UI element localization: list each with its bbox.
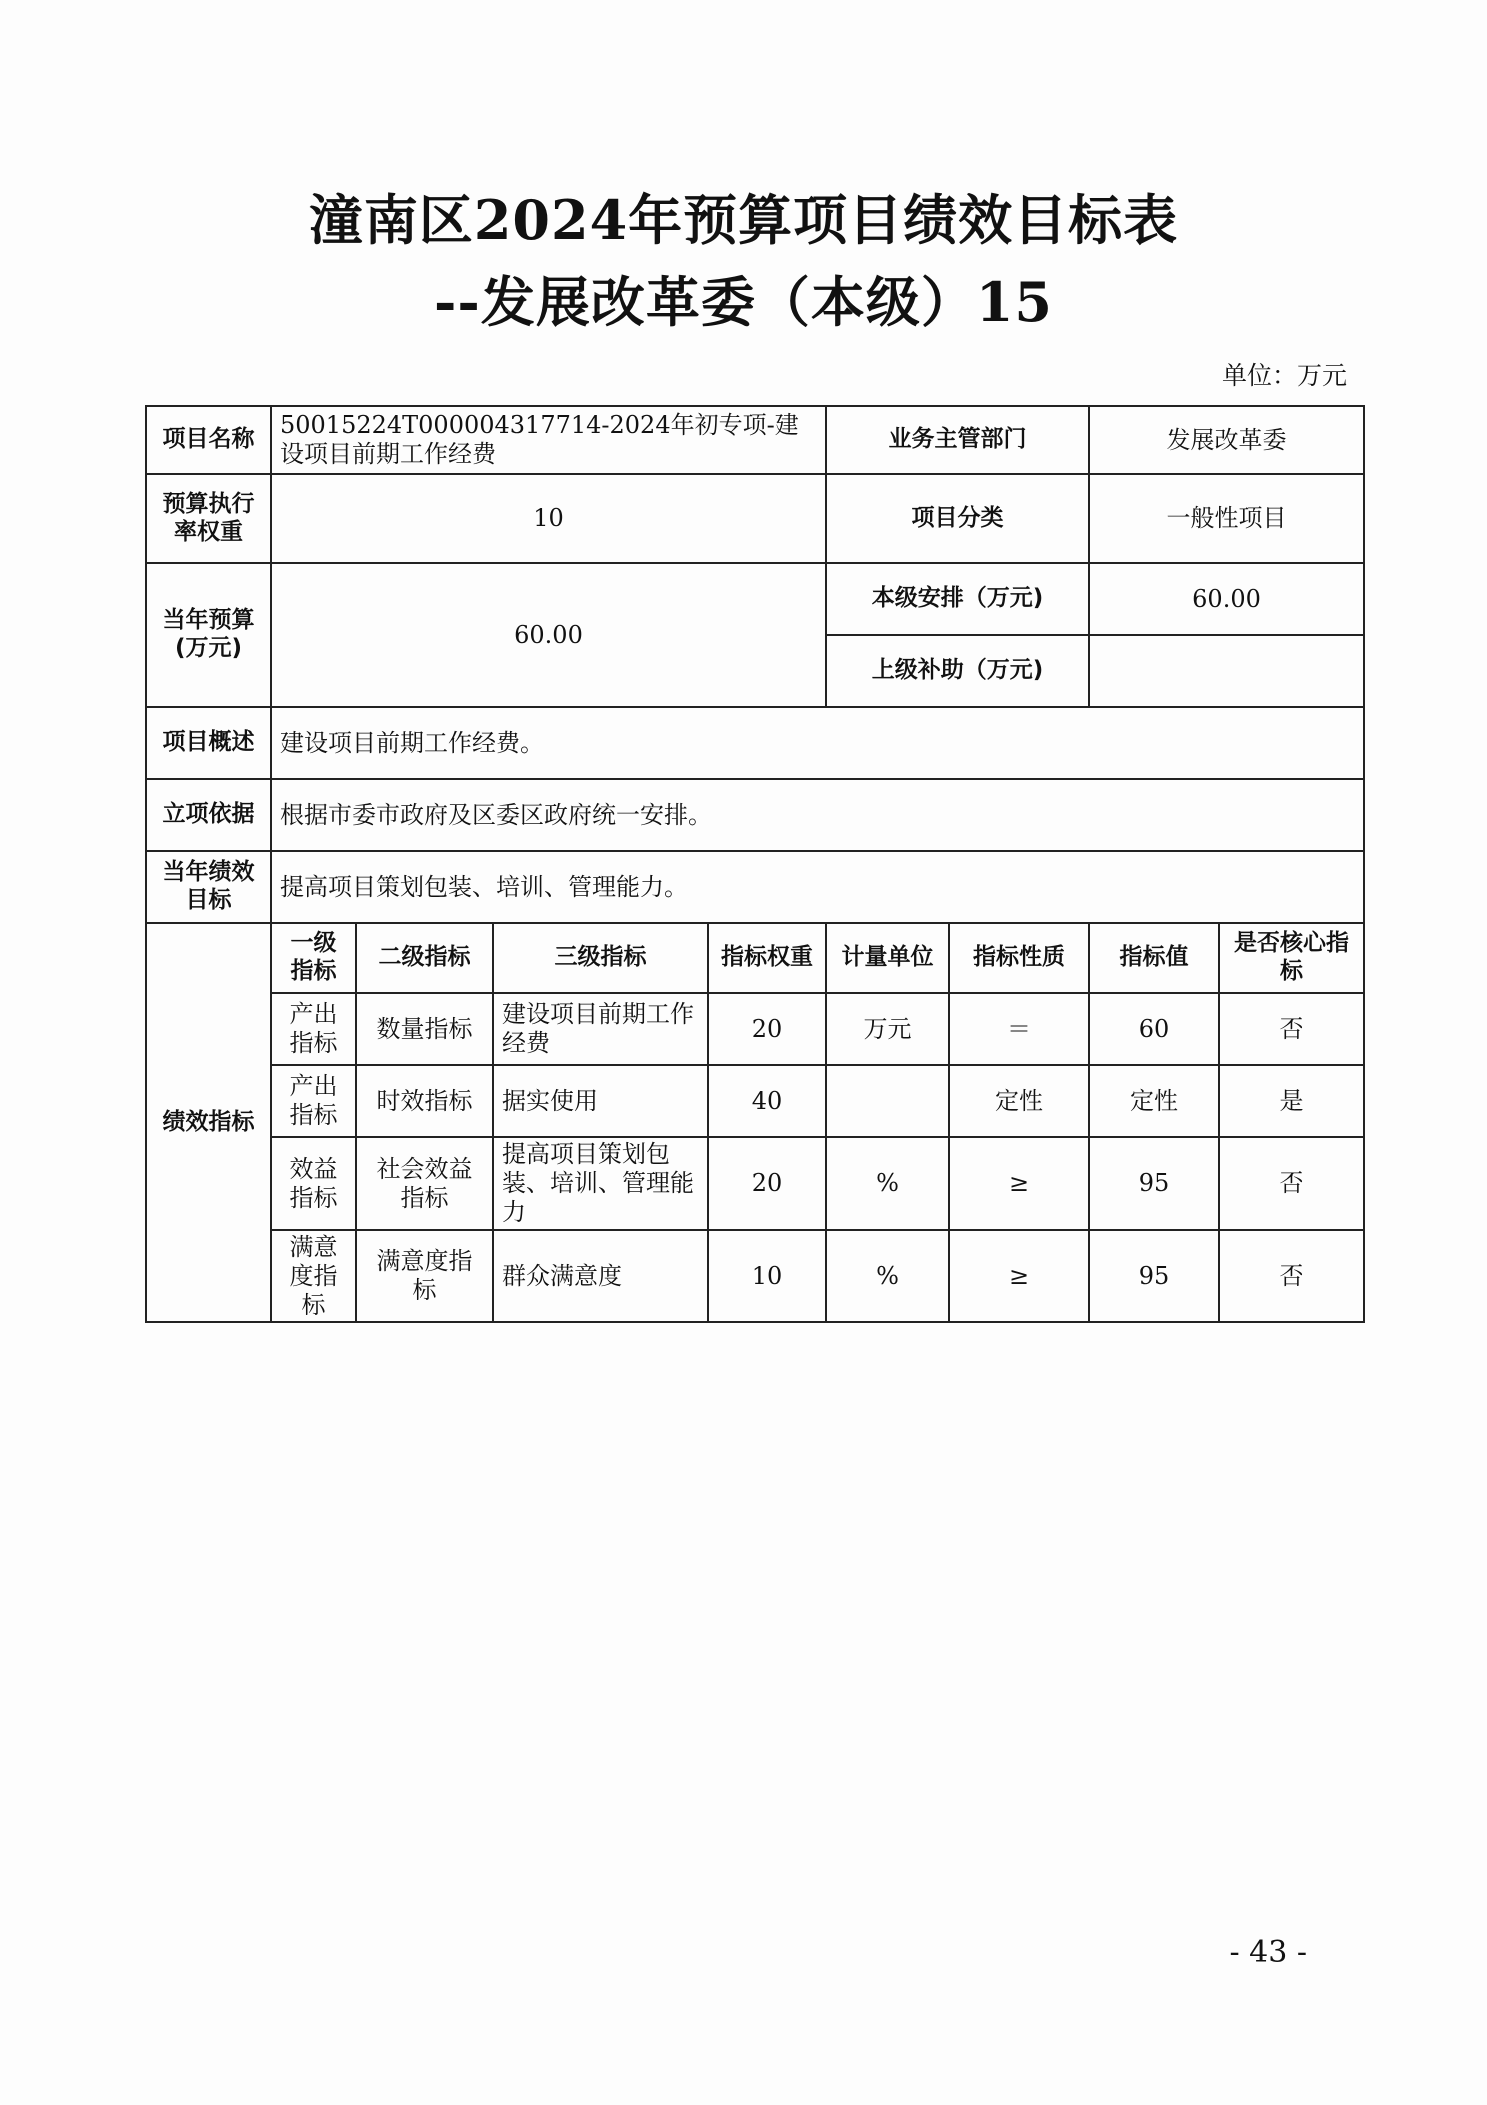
cell-l2: 社会效益指标 bbox=[356, 1137, 493, 1230]
header-cell: 二级指标 bbox=[356, 923, 493, 993]
cell-l3: 据实使用 bbox=[493, 1065, 708, 1137]
perf-label: 绩效指标 bbox=[146, 923, 271, 1322]
table-row bbox=[146, 1230, 1364, 1322]
cell-l3: 提高项目策划包装、培训、管理能力 bbox=[493, 1137, 708, 1230]
upper-value bbox=[1089, 635, 1364, 707]
cell-unit: % bbox=[826, 1230, 949, 1322]
cell-l1: 满意度指标 bbox=[271, 1230, 356, 1322]
dept-value: 发展改革委 bbox=[1089, 406, 1364, 474]
cell-nature: ≥ bbox=[949, 1230, 1089, 1322]
category-value: 一般性项目 bbox=[1089, 474, 1364, 563]
cell-value: 95 bbox=[1089, 1230, 1219, 1322]
unit-label: 单位：万元 bbox=[1221, 361, 1347, 390]
cell-value: 95 bbox=[1089, 1137, 1219, 1230]
table-row bbox=[146, 993, 1364, 1065]
header-cell: 是否核心指标 bbox=[1219, 923, 1364, 993]
dept-label: 业务主管部门 bbox=[826, 406, 1089, 474]
cell-l2: 满意度指标 bbox=[356, 1230, 493, 1322]
cell-l3: 群众满意度 bbox=[493, 1230, 708, 1322]
header-cell: 指标值 bbox=[1089, 923, 1219, 993]
goal-label: 当年绩效目标 bbox=[146, 851, 271, 923]
cell-l1: 产出指标 bbox=[271, 1065, 356, 1137]
cell-nature: 定性 bbox=[949, 1065, 1089, 1137]
cell-core: 否 bbox=[1219, 1230, 1364, 1322]
cell-unit: % bbox=[826, 1137, 949, 1230]
cell-weight: 20 bbox=[708, 993, 826, 1065]
page-number: - 43 - bbox=[1229, 1935, 1307, 1970]
weight-label: 预算执行率权重 bbox=[146, 474, 271, 563]
cell-unit bbox=[826, 1065, 949, 1137]
table-row bbox=[146, 1137, 1364, 1230]
table-row bbox=[146, 1065, 1364, 1137]
basis-value: 根据市委市政府及区委区政府统一安排。 bbox=[271, 779, 1364, 851]
basis-label: 立项依据 bbox=[146, 779, 271, 851]
local-value: 60.00 bbox=[1089, 563, 1364, 635]
cell-nature: ≥ bbox=[949, 1137, 1089, 1230]
page-title: 潼南区2024年预算项目绩效目标表 bbox=[308, 188, 1179, 252]
cell-l2: 数量指标 bbox=[356, 993, 493, 1065]
local-label: 本级安排（万元) bbox=[826, 563, 1089, 635]
header-cell: 三级指标 bbox=[493, 923, 708, 993]
overview-label: 项目概述 bbox=[146, 707, 271, 779]
cell-core: 否 bbox=[1219, 1137, 1364, 1230]
upper-label: 上级补助（万元) bbox=[826, 635, 1089, 707]
cell-weight: 20 bbox=[708, 1137, 826, 1230]
cell-l1: 效益指标 bbox=[271, 1137, 356, 1230]
cell-core: 否 bbox=[1219, 993, 1364, 1065]
header-cell: 指标性质 bbox=[949, 923, 1089, 993]
cell-l1: 产出指标 bbox=[271, 993, 356, 1065]
cell-nature: ＝ bbox=[949, 993, 1089, 1065]
weight-value: 10 bbox=[271, 474, 826, 563]
performance-table bbox=[145, 405, 1365, 1323]
overview-value: 建设项目前期工作经费。 bbox=[271, 707, 1364, 779]
cell-core: 是 bbox=[1219, 1065, 1364, 1137]
header-cell: 计量单位 bbox=[826, 923, 949, 993]
budget-label: 当年预算(万元) bbox=[146, 563, 271, 707]
header-cell: 一级指标 bbox=[271, 923, 356, 993]
category-label: 项目分类 bbox=[826, 474, 1089, 563]
cell-unit: 万元 bbox=[826, 993, 949, 1065]
cell-weight: 40 bbox=[708, 1065, 826, 1137]
cell-weight: 10 bbox=[708, 1230, 826, 1322]
goal-value: 提高项目策划包装、培训、管理能力。 bbox=[271, 851, 1364, 923]
project-name-label: 项目名称 bbox=[146, 406, 271, 474]
header-cell: 指标权重 bbox=[708, 923, 826, 993]
budget-value: 60.00 bbox=[271, 563, 826, 707]
cell-l2: 时效指标 bbox=[356, 1065, 493, 1137]
cell-l3: 建设项目前期工作经费 bbox=[493, 993, 708, 1065]
project-name-value: 50015224T000004317714-2024年初专项-建设项目前期工作经费 bbox=[271, 406, 826, 474]
page-subtitle: --发展改革委（本级）15 bbox=[434, 270, 1053, 334]
cell-value: 60 bbox=[1089, 993, 1219, 1065]
cell-value: 定性 bbox=[1089, 1065, 1219, 1137]
